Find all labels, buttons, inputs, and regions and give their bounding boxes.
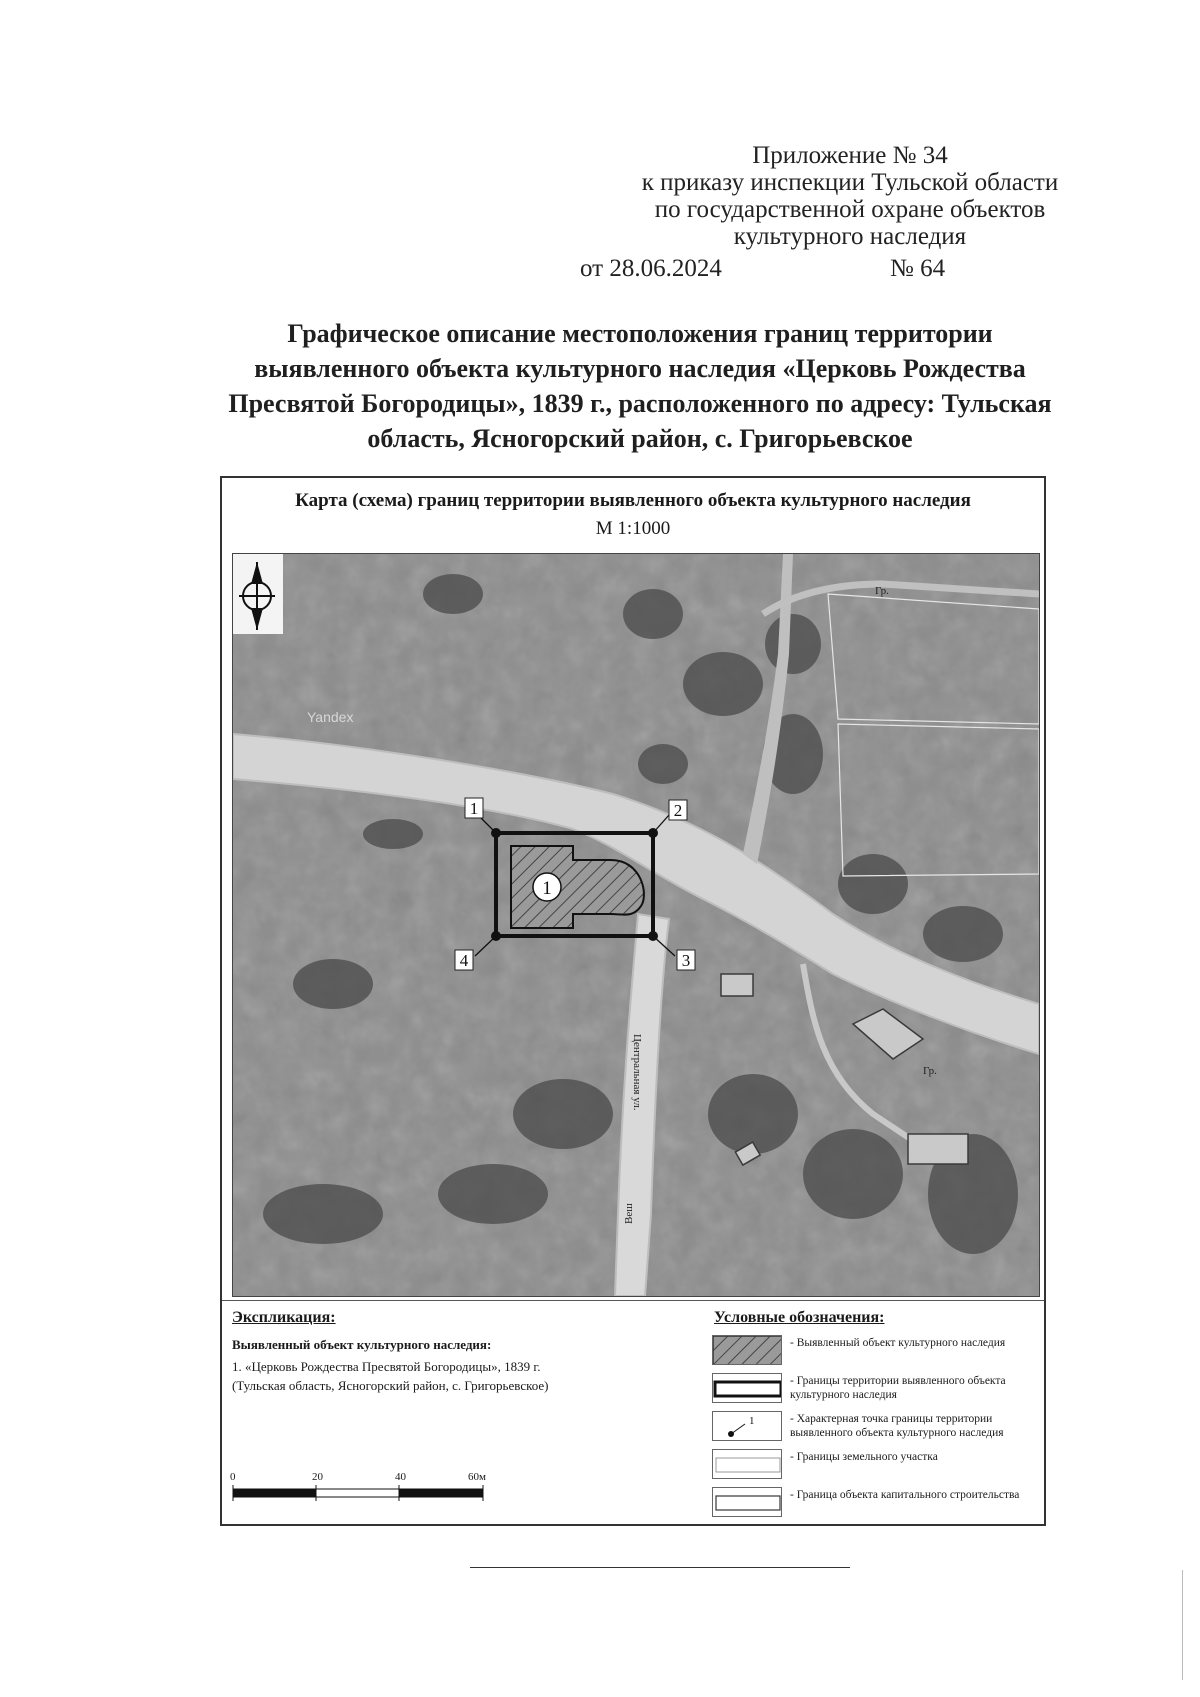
explication-title: Экспликация: (232, 1309, 336, 1326)
street-label: Центральная ул. (631, 1034, 643, 1111)
yandex-watermark: Yandex (307, 709, 354, 725)
legend-label: - Граница объекта капитального строительства (790, 1489, 1020, 1501)
bottom-rule (470, 1567, 850, 1568)
legend-label: - Границы территории выявленного объекта культурного наследия (790, 1375, 1006, 1401)
legend-item-land-parcel (712, 1449, 1032, 1483)
point-label-3: 3 (681, 951, 691, 970)
appendix-order-line: культурного наследия (733, 223, 967, 250)
document-title (170, 316, 1110, 456)
appendix-number: Приложение № 34 (752, 142, 948, 169)
document-title-line: Графическое описание местоположения границ территории (287, 319, 993, 348)
legend-swatch-thin-line (712, 1449, 782, 1479)
map-scale: М 1:1000 (595, 518, 671, 539)
document-title-line: Пресвятой Богородицы», 1839 г., расположенного по адресу: Тульская (228, 389, 1052, 418)
legend-swatch-point (712, 1411, 782, 1441)
point-label-4: 4 (459, 951, 469, 970)
legend-item-capital-building (712, 1487, 1032, 1521)
point-label-2: 2 (673, 801, 683, 820)
document-title-line: выявленного объекта культурного наследия «Церковь Рождества (254, 354, 1026, 383)
order-date: от 28.06.2024 (580, 255, 722, 282)
map-image (232, 553, 1040, 1297)
legend-label: - Границы земельного участка (790, 1451, 938, 1463)
street-label-2: Веш (623, 1203, 635, 1224)
explication-item-line: (Тульская область, Ясногорский район, с. Григорьевское) (232, 1378, 549, 1393)
map-heading: Карта (схема) границ территории выявленного объекта культурного наследия (295, 490, 971, 511)
scale-tick: 0 (230, 1471, 236, 1483)
scale-bar (232, 1471, 492, 1511)
appendix-order-line: по государственной охране объектов (654, 196, 1046, 223)
object-number: 1 (542, 878, 552, 899)
explication-item-line: 1. «Церковь Рождества Пресвятой Богородицы», 1839 г. (232, 1359, 541, 1374)
parcel-label-2: Гр. (923, 1065, 937, 1077)
map-frame (220, 476, 1046, 1526)
scan-edge-mark (1182, 1570, 1183, 1680)
parcel-label-1: Гр. (875, 585, 889, 597)
appendix-order-line: к приказу инспекции Тульской области (641, 169, 1059, 196)
legend-swatch-thick-line (712, 1373, 782, 1403)
legend-item-territory-boundary (712, 1373, 1032, 1407)
explication-subtitle: Выявленный объект культурного наследия: (232, 1337, 492, 1352)
point-label-1: 1 (469, 799, 479, 818)
legend-section (222, 1300, 1044, 1527)
north-arrow-icon (233, 554, 283, 634)
legend-label: - Характерная точка границы территории выявленного объекта культурного наследия (790, 1413, 1004, 1439)
scale-bar-graphic (232, 1485, 492, 1515)
legend-item-boundary-point (712, 1411, 1032, 1445)
order-number: № 64 (890, 255, 946, 282)
scale-tick: 20 (312, 1471, 323, 1483)
explication-item (232, 1357, 662, 1395)
legend-title: Условные обозначения: (714, 1309, 885, 1326)
legend-item-heritage-object (712, 1335, 1032, 1369)
legend-point-sample: 1 (749, 1415, 755, 1427)
legend-swatch-hatched (712, 1335, 782, 1365)
document-title-line: область, Ясногорский район, с. Григорьевское (367, 424, 913, 453)
legend-swatch-building (712, 1487, 782, 1517)
scale-tick: 40 (395, 1471, 406, 1483)
map-svg (233, 554, 1039, 1296)
legend-label: - Выявленный объект культурного наследия (790, 1337, 1006, 1349)
scale-tick: 60м (468, 1471, 486, 1483)
appendix-header (560, 142, 1140, 250)
